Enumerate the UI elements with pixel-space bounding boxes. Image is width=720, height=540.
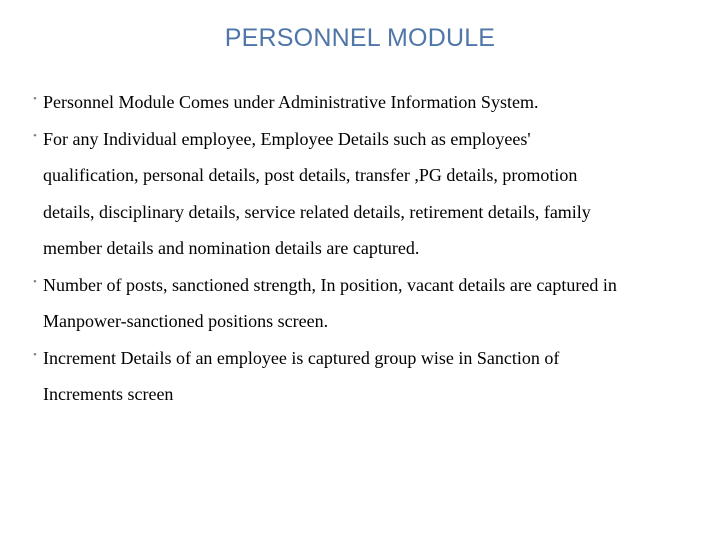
bullet-text-line: Increment Details of an employee is captured group wise in Sanction of (43, 347, 560, 368)
bullet-text-line: Manpower-sanctioned positions screen. (43, 311, 329, 331)
slide-title: PERSONNEL MODULE (224, 24, 496, 52)
bullet-icon: • (33, 275, 37, 288)
bullet-icon: • (33, 93, 37, 105)
bullet-text-line: details, disciplinary details, service related details, retirement details, family (43, 201, 591, 222)
bullet-text-line: Number of posts, sanctioned strength, In position, vacant details are captured in (43, 274, 617, 295)
bullet-item (33, 340, 693, 413)
bullet-text-line: member details and nomination details are captured. (43, 238, 420, 258)
bullet-text-line: qualification, personal details, post details, transfer ,PG details, promotion (43, 165, 578, 185)
bullet-item (33, 84, 693, 121)
bullet-text-line: Increments screen (43, 384, 174, 404)
bullet-icon: • (33, 348, 37, 361)
bullet-icon: • (33, 129, 37, 142)
bullet-list (33, 84, 693, 413)
bullet-text-line: Personnel Module Comes under Administrative Information System. (43, 92, 539, 112)
bullet-item (33, 267, 693, 340)
bullet-text-line: For any Individual employee, Employee Details such as employees' (43, 128, 531, 149)
bullet-item (33, 121, 693, 267)
